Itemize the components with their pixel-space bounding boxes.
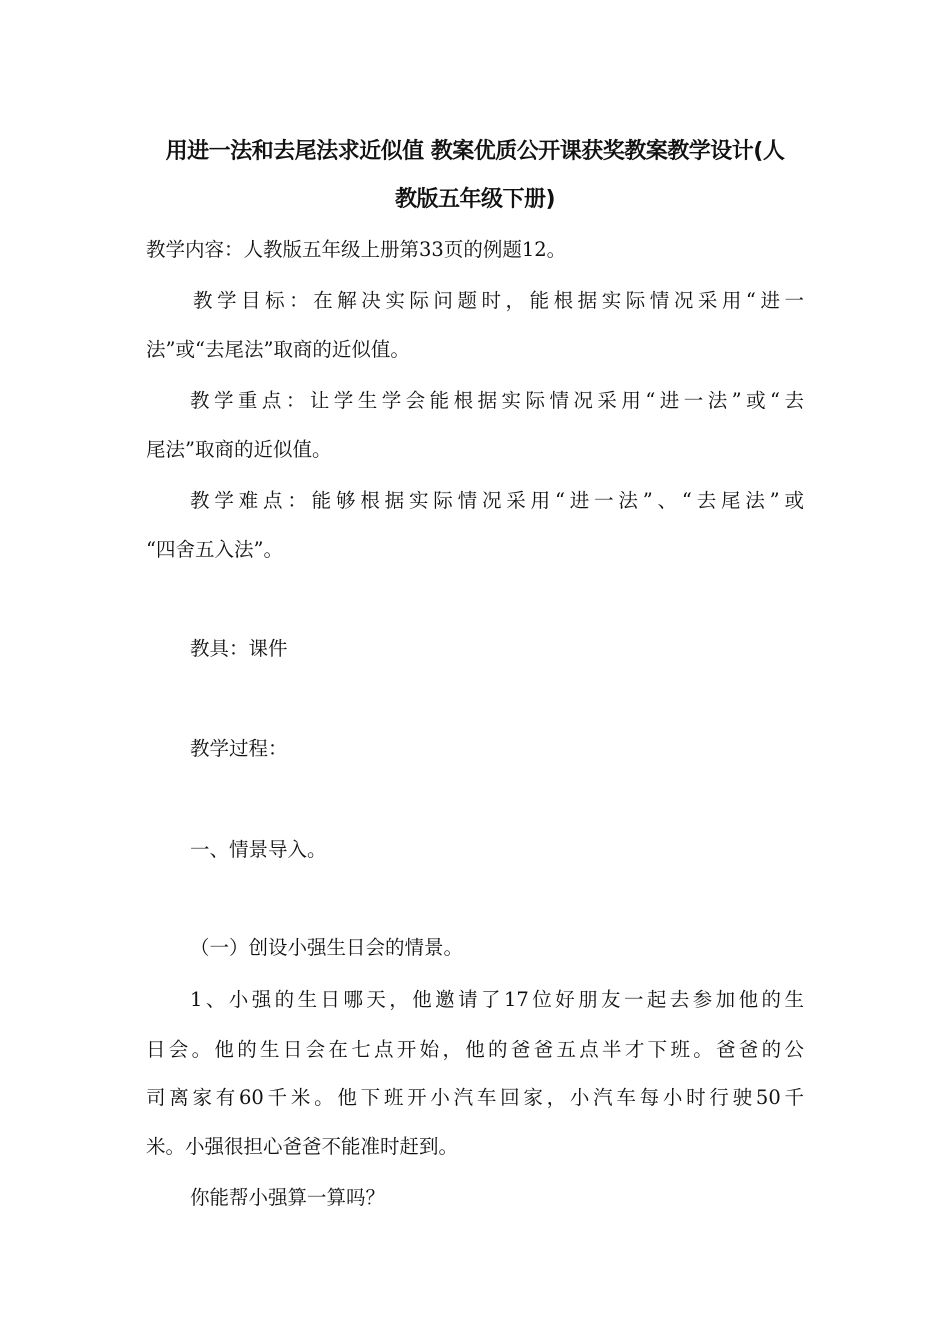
- teaching-tools: 教具：课件: [190, 637, 288, 660]
- teaching-keypoint-line-2: 尾法”取商的近似值。: [146, 438, 332, 461]
- teaching-objective-line-1: 教学目标：在解决实际问题时，能根据实际情况采用“进一: [193, 289, 804, 312]
- paragraph-line-3: 司离家有60千米。他下班开小汽车回家，小汽车每小时行驶50千: [146, 1086, 804, 1109]
- teaching-content: 教学内容：人教版五年级上册第33页的例题12。: [146, 238, 567, 261]
- question-text: 你能帮小强算一算吗？: [190, 1186, 386, 1209]
- teaching-difficulty-line-1: 教学难点：能够根据实际情况采用“进一法”、“去尾法”或: [190, 489, 804, 512]
- paragraph-line-1: 1、小强的生日哪天，他邀请了17位好朋友一起去参加他的生: [190, 988, 804, 1011]
- teaching-keypoint-line-1: 教学重点：让学生学会能根据实际情况采用“进一法”或“去: [190, 389, 804, 412]
- document-title-line-1: 用进一法和去尾法求近似值 教案优质公开课获奖教案教学设计(人: [165, 139, 785, 164]
- section-heading: 一、情景导入。: [190, 838, 327, 861]
- paragraph-line-2: 日会。他的生日会在七点开始，他的爸爸五点半才下班。爸爸的公: [146, 1038, 804, 1061]
- teaching-process-heading: 教学过程：: [190, 737, 288, 760]
- teaching-objective-line-2: 法”或“去尾法”取商的近似值。: [146, 338, 410, 361]
- paragraph-line-4: 米。小强很担心爸爸不能准时赶到。: [146, 1135, 459, 1158]
- document-title-line-2: 教版五年级下册): [394, 187, 556, 212]
- teaching-difficulty-line-2: “四舍五入法”。: [146, 538, 283, 561]
- subsection-heading: （一）创设小强生日会的情景。: [190, 936, 464, 959]
